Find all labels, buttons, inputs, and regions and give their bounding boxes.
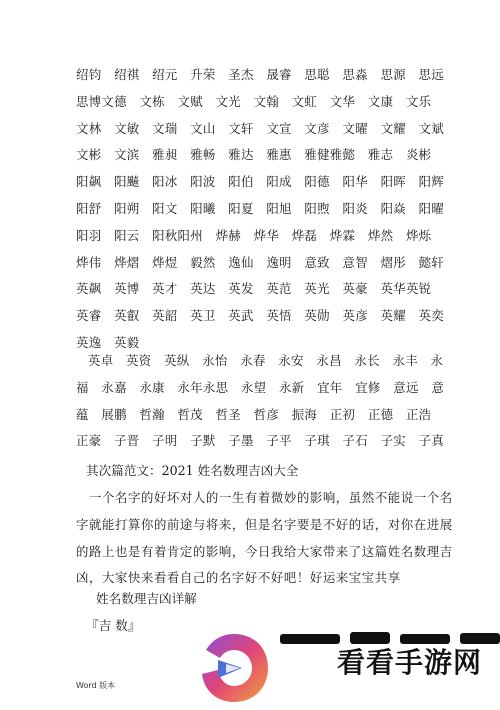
section-heading: 其次篇范文：2021 姓名数理吉凶大全 [86, 463, 299, 478]
paragraph-line: 的路上也是有着肯定的影响，今日我给大家带来了这篇姓名数理吉 [76, 543, 453, 559]
page-footer: Word 版本 [76, 681, 116, 690]
name-list-row: 文林 文敏 文瑞 文山 文轩 文宣 文彦 文曜 文耀 文斌 [76, 120, 445, 136]
name-list-row: 阳羽 阳云 阳秋阳州 烨赫 烨华 烨磊 烨霖 烨然 烨烁 [76, 227, 432, 243]
name-list-row: 绍钧 绍祺 绍元 升荣 圣杰 晟睿 思聪 思淼 思源 思远 [76, 67, 445, 82]
name-list-row: 阳舒 阳朔 阳文 阳曦 阳夏 阳旭 阳煦 阳炎 阳焱 阳曜 [76, 200, 445, 216]
paragraph-line: 一个名字的好坏对人的一生有着微妙的影响，虽然不能说一个名 [76, 490, 453, 505]
name-list-row: 正豪 子晋 子明 子默 子墨 子平 子琪 子石 子实 子真 [76, 433, 445, 449]
name-list [76, 62, 445, 357]
name-list-row: 阳飙 阳飇 阳冰 阳波 阳伯 阳成 阳德 阳华 阳晖 阳辉 [76, 174, 445, 190]
subheading-detail: 姓名数理吉凶详解 [96, 591, 197, 606]
name-list-row: 英飙 英博 英才 英达 英发 英范 英光 英豪 英华英锐 [76, 281, 432, 297]
name-list-row: 福 永嘉 永康 永年永思 永望 永新 宜年 宜修 意远 意 [76, 379, 445, 395]
paragraph-line: 字就能打算你的前途与将来，但是名字要是不好的话，对你在进展 [76, 516, 453, 532]
name-list-row: 文彬 文滨 雅昶 雅畅 雅达 雅惠 雅健雅懿 雅志 炎彬 [76, 147, 432, 163]
paragraph-line: 凶，大家快来看看自己的名字好不好吧！好运来宝宝共享 [76, 570, 401, 586]
intro-paragraph [76, 485, 453, 592]
name-list-row: 思博文德 文栋 文赋 文光 文翰 文虹 文华 文康 文乐 [76, 93, 432, 109]
watermark-top-strip [280, 628, 500, 644]
name-list-continued [76, 348, 445, 455]
name-list-row: 英卓 英资 英纵 永怡 永春 永安 永昌 永长 永丰 永 [88, 353, 444, 368]
name-list-row: 英逸 英毅 [76, 334, 140, 350]
name-list-row: 英睿 英叡 英韶 英卫 英武 英悟 英勋 英彦 英耀 英奕 [76, 308, 445, 324]
subheading-lucky-numbers: 『吉 数』 [86, 618, 141, 633]
watermark-logo-icon [196, 630, 272, 706]
name-list-row: 蕴 展鹏 哲瀚 哲茂 哲圣 哲彦 振海 正初 正德 正浩 [76, 406, 432, 422]
watermark-site-name: 看看手游网 [337, 646, 483, 679]
name-list-row: 烨伟 烨熠 烨煜 毅然 逸仙 逸明 意致 意智 熠彤 懿轩 [76, 254, 445, 270]
